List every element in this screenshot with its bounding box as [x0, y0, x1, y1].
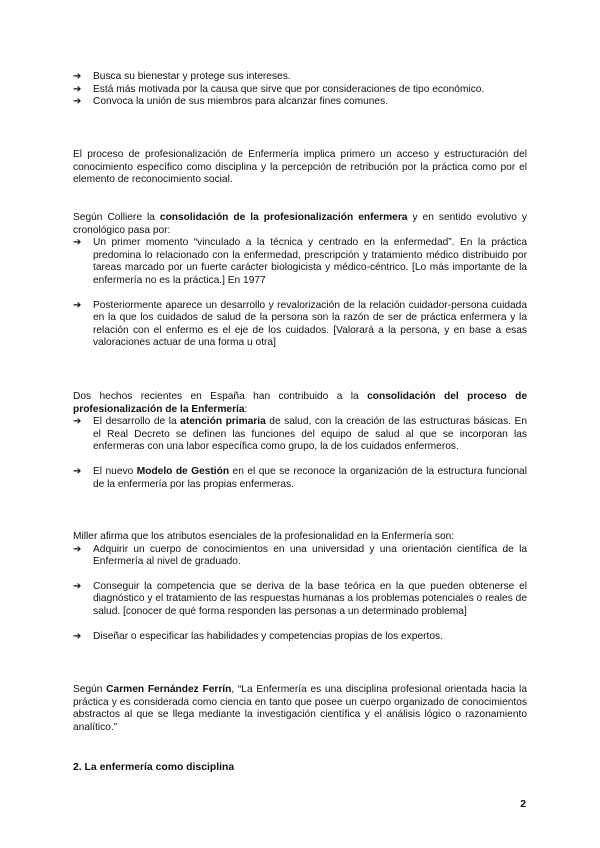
arrow-icon: ➔ [73, 237, 82, 249]
arrow-icon: ➔ [73, 465, 82, 477]
list-item: ➔ Adquirir un cuerpo de conocimientos en una universidad y una orientación científica de la Enfermería al nivel de graduado. [73, 543, 527, 568]
miller-intro: Miller afirma que los atributos esenciales de la profesionalidad en la Enfermería son: [73, 531, 455, 542]
section-colliere [73, 212, 527, 350]
arrow-icon: ➔ [73, 96, 82, 108]
bullet-list-top [73, 71, 527, 109]
list-item: ➔ Busca su bienestar y protege sus intereses. [73, 71, 291, 82]
section-miller [73, 531, 527, 643]
arrow-icon: ➔ [73, 299, 82, 311]
list-item: ➔ Posteriormente aparece un desarrollo y revalorización de la relación cuidador-persona cuidada en la que los cuidados de salud de la persona son la razón de ser de práctica enfermera y la relación con el enfermo es el eje de los cuidados. [Valorará a la persona, y en base a esas valoraciones actuar de una forma u otra] [73, 299, 527, 349]
section-espana [73, 391, 527, 491]
list-item: ➔ Está más motivada por la causa que sirve que por consideraciones de tipo económico. [73, 83, 485, 95]
list-item: ➔ El nuevo Modelo de Gestión en el que se reconoce la organización de la estructura funcional de la enfermería por las propias enfermeras. [73, 465, 527, 490]
arrow-icon: ➔ [73, 71, 82, 82]
section-heading: 2. La enfermería como disciplina [73, 762, 235, 773]
espana-intro: Dos hechos recientes en España han contribuido a la consolidación del proceso de profesionalización de la Enfermería: [73, 391, 527, 415]
paragraph-profesionalizacion: El proceso de profesionalización de Enfermería implica primero un acceso y estructuración del conocimiento específico como disciplina y la percepción de retribución por la práctica como por el elemento de reconocimiento social. [73, 149, 527, 186]
arrow-icon: ➔ [73, 630, 82, 642]
colliere-intro: Según Colliere la consolidación de la profesionalización enfermera y en sentido evolutivo y cronológico pasa por: [73, 212, 528, 236]
list-item: ➔ Convoca la unión de sus miembros para alcanzar fines comunes. [73, 96, 389, 108]
arrow-icon: ➔ [73, 83, 82, 95]
arrow-icon: ➔ [73, 543, 82, 555]
list-item: ➔ El desarrollo de la atención primaria de salud, con la creación de las estructuras básicas. En el Real Decreto se definen las funciones del equipo de salud al que se incorporan las enfermeras con una labor específica como grupo, la de los cuidados enfermeros. [73, 416, 527, 453]
paragraph-ferrin: Según Carmen Fernández Ferrín, “La Enfermería es una disciplina profesional orientada hacia la práctica y es considerada como ciencia en tanto que posee un cuerpo organizado de conocimientos abstractos al que se llega mediante la investigación científica y el análisis lógico o razonamiento analítico.” [73, 684, 527, 733]
arrow-icon: ➔ [73, 580, 82, 592]
arrow-icon: ➔ [73, 416, 82, 428]
list-item: ➔ Conseguir la competencia que se deriva de la base teórica en la que pueden obtenerse el diagnóstico y el tratamiento de las respuestas humanas a los problemas potenciales o reales de salud. [conocer de qué forma responden las personas a un determinado problema] [73, 580, 527, 617]
page-number: 2 [520, 799, 526, 810]
list-item: ➔ Diseñar o especificar las habilidades y competencias propias de los expertos. [73, 630, 443, 642]
list-item: ➔ Un primer momento “vinculado a la técnica y centrado en la enfermedad”. En la práctica predomina lo relacionado con la enfermedad, prescripción y tratamiento médico distribuido por tareas marcado por un fuerte carácter biologicista y médico-céntrico. [Lo más importante de la enfermería no es la práctica.] En 1977 [73, 237, 527, 286]
